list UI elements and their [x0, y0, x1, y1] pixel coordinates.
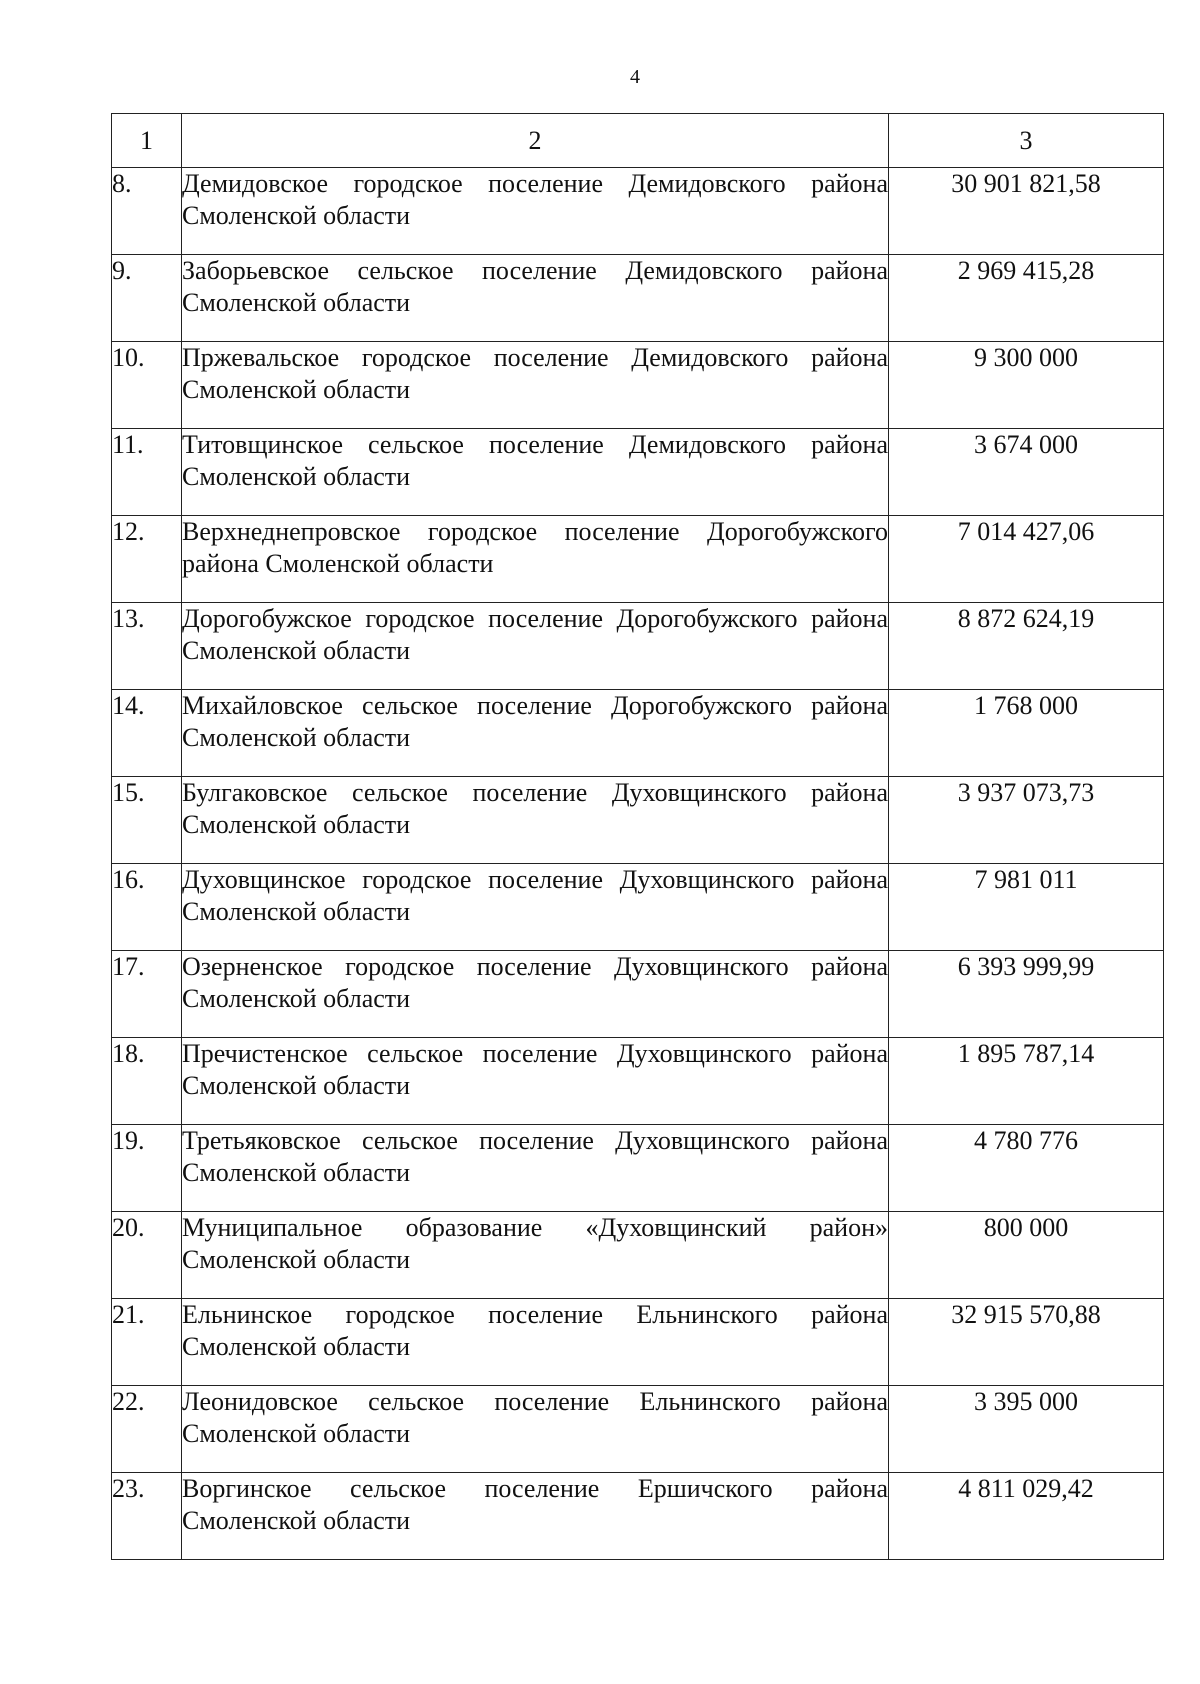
- settlement-name: Духовщинское городское поселение Духовщинского района Смоленской области: [182, 864, 889, 951]
- row-number: 10.: [112, 342, 182, 429]
- table-row: [112, 777, 1164, 864]
- table-row: [112, 1299, 1164, 1386]
- settlement-name: Демидовское городское поселение Демидовского района Смоленской области: [182, 168, 889, 255]
- settlement-name: Заборьевское сельское поселение Демидовского района Смоленской области: [182, 255, 889, 342]
- row-number: 19.: [112, 1125, 182, 1212]
- table-row: [112, 603, 1164, 690]
- table-row: [112, 1038, 1164, 1125]
- column-header-1: 1: [112, 114, 182, 168]
- settlement-name: Титовщинское сельское поселение Демидовского района Смоленской области: [182, 429, 889, 516]
- row-number: 12.: [112, 516, 182, 603]
- table-row: [112, 516, 1164, 603]
- row-number: 22.: [112, 1386, 182, 1473]
- table-row: [112, 255, 1164, 342]
- table-row: [112, 1212, 1164, 1299]
- amount-value: 4 811 029,42: [889, 1473, 1164, 1560]
- amount-value: 9 300 000: [889, 342, 1164, 429]
- row-number: 20.: [112, 1212, 182, 1299]
- table-header-row: [112, 114, 1164, 168]
- row-number: 9.: [112, 255, 182, 342]
- table-row: [112, 1125, 1164, 1212]
- amount-value: 6 393 999,99: [889, 951, 1164, 1038]
- amount-value: 2 969 415,28: [889, 255, 1164, 342]
- table-row: [112, 429, 1164, 516]
- settlement-name: Муниципальное образование «Духовщинский район» Смоленской области: [182, 1212, 889, 1299]
- settlement-name: Леонидовское сельское поселение Ельнинского района Смоленской области: [182, 1386, 889, 1473]
- settlement-name: Пржевальское городское поселение Демидовского района Смоленской области: [182, 342, 889, 429]
- table-row: [112, 864, 1164, 951]
- amount-value: 32 915 570,88: [889, 1299, 1164, 1386]
- settlement-name: Верхнеднепровское городское поселение Дорогобужского района Смоленской области: [182, 516, 889, 603]
- table-row: [112, 168, 1164, 255]
- amount-value: 3 937 073,73: [889, 777, 1164, 864]
- settlement-name: Дорогобужское городское поселение Дорогобужского района Смоленской области: [182, 603, 889, 690]
- page-number: 4: [630, 66, 640, 88]
- amount-value: 30 901 821,58: [889, 168, 1164, 255]
- row-number: 23.: [112, 1473, 182, 1560]
- settlement-name: Третьяковское сельское поселение Духовщинского района Смоленской области: [182, 1125, 889, 1212]
- table-row: [112, 951, 1164, 1038]
- amount-value: 800 000: [889, 1212, 1164, 1299]
- amount-value: 1 768 000: [889, 690, 1164, 777]
- settlement-name: Булгаковское сельское поселение Духовщинского района Смоленской области: [182, 777, 889, 864]
- row-number: 16.: [112, 864, 182, 951]
- column-header-2: 2: [182, 114, 889, 168]
- table-row: [112, 690, 1164, 777]
- row-number: 17.: [112, 951, 182, 1038]
- row-number: 14.: [112, 690, 182, 777]
- row-number: 13.: [112, 603, 182, 690]
- table-row: [112, 1386, 1164, 1473]
- settlement-name: Михайловское сельское поселение Дорогобужского района Смоленской области: [182, 690, 889, 777]
- settlement-name: Воргинское сельское поселение Ершичского района Смоленской области: [182, 1473, 889, 1560]
- row-number: 11.: [112, 429, 182, 516]
- amount-value: 7 981 011: [889, 864, 1164, 951]
- allocation-table: [111, 113, 1164, 1560]
- row-number: 21.: [112, 1299, 182, 1386]
- amount-value: 3 395 000: [889, 1386, 1164, 1473]
- amount-value: 1 895 787,14: [889, 1038, 1164, 1125]
- amount-value: 3 674 000: [889, 429, 1164, 516]
- table-row: [112, 342, 1164, 429]
- settlement-name: Озерненское городское поселение Духовщинского района Смоленской области: [182, 951, 889, 1038]
- row-number: 15.: [112, 777, 182, 864]
- column-header-3: 3: [889, 114, 1164, 168]
- amount-value: 4 780 776: [889, 1125, 1164, 1212]
- row-number: 8.: [112, 168, 182, 255]
- amount-value: 8 872 624,19: [889, 603, 1164, 690]
- settlement-name: Пречистенское сельское поселение Духовщинского района Смоленской области: [182, 1038, 889, 1125]
- amount-value: 7 014 427,06: [889, 516, 1164, 603]
- row-number: 18.: [112, 1038, 182, 1125]
- settlement-name: Ельнинское городское поселение Ельнинского района Смоленской области: [182, 1299, 889, 1386]
- table-row: [112, 1473, 1164, 1560]
